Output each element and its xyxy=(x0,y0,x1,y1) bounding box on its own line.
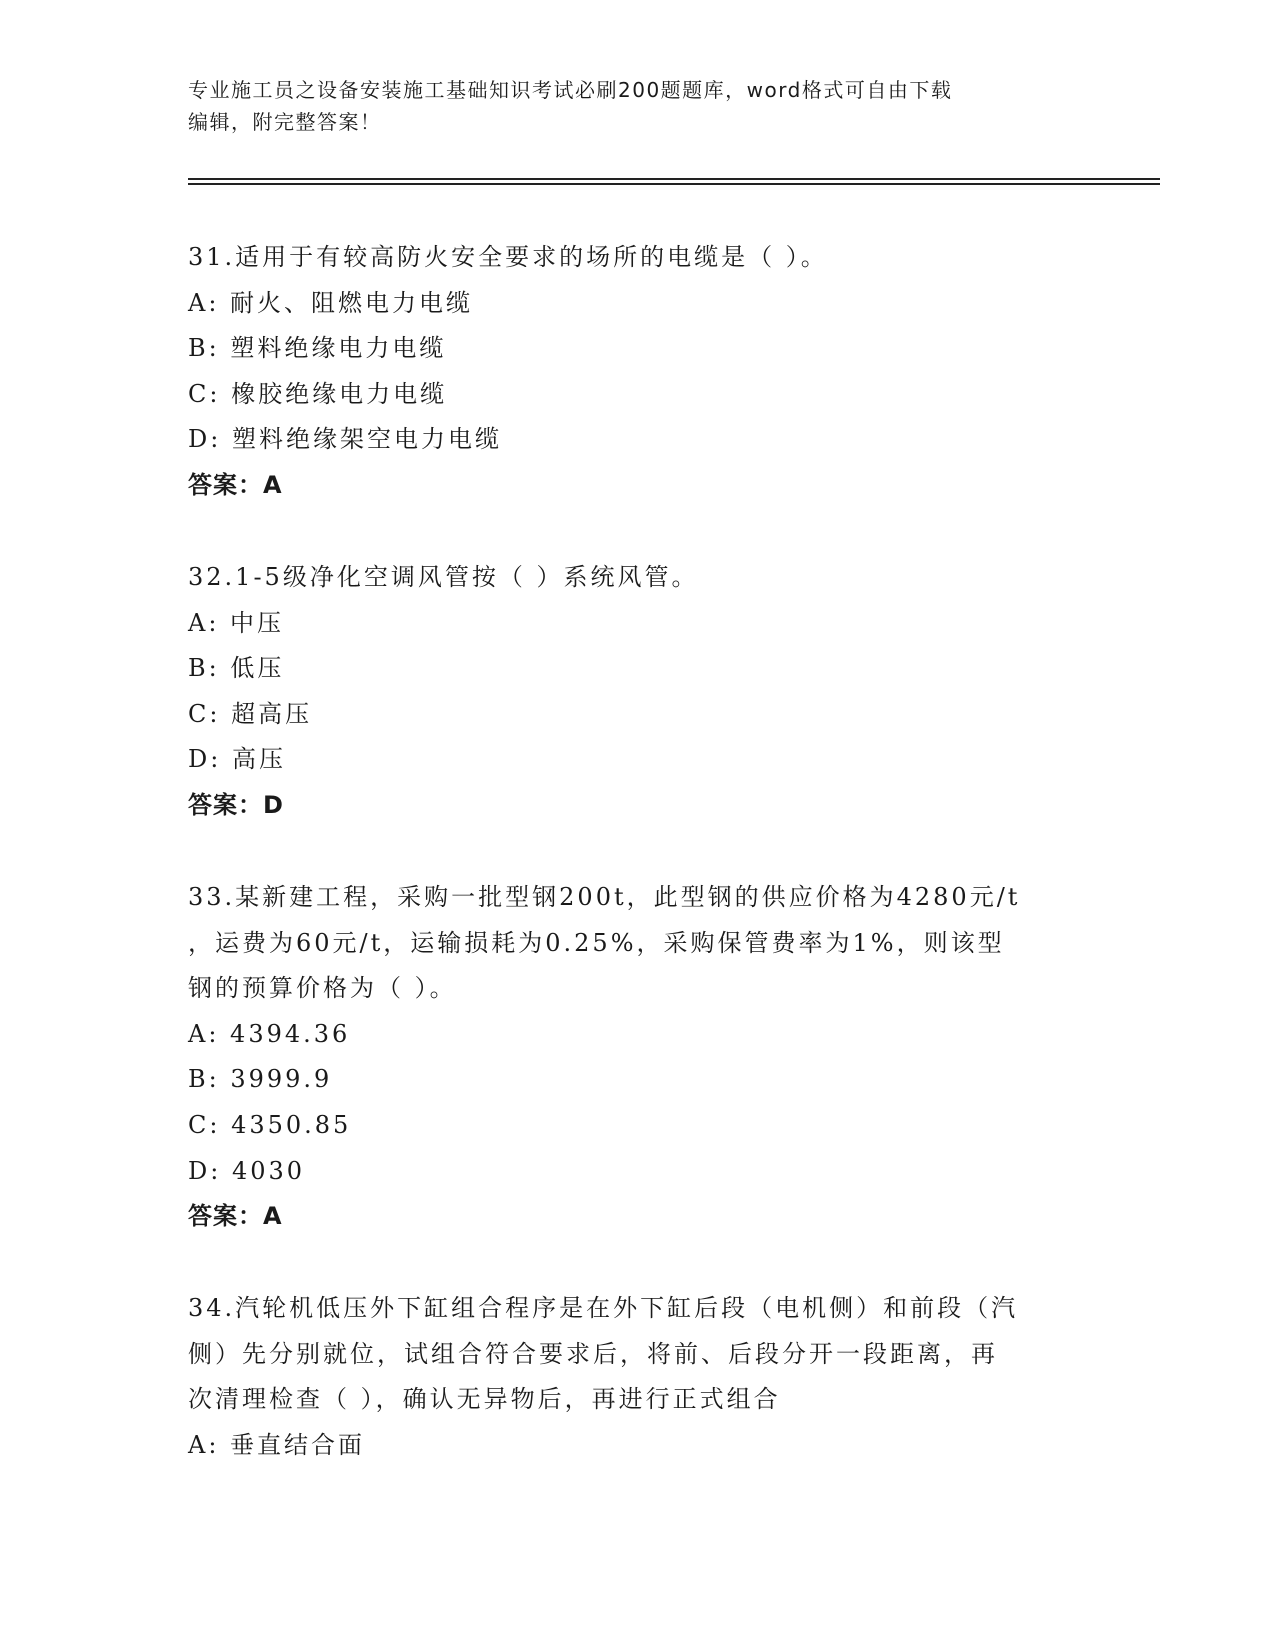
answer: 答案：D xyxy=(188,790,284,819)
question-stem-line-3: 钢的预算价格为（ ）。 xyxy=(188,974,457,1003)
header-divider-bottom xyxy=(188,183,1160,185)
answer: 答案：A xyxy=(188,1202,283,1231)
question-stem: 32.1-5级净化空调风管按（ ）系统风管。 xyxy=(188,563,699,591)
option-b: B: 塑料绝缘电力电缆 xyxy=(188,334,447,363)
document-header xyxy=(188,74,1088,138)
question-stem: 31.适用于有较高防火安全要求的场所的电缆是（ ）。 xyxy=(188,243,828,271)
option-d: D: 4030 xyxy=(188,1156,306,1185)
option-d: D: 塑料绝缘架空电力电缆 xyxy=(188,425,502,454)
option-a: A: 中压 xyxy=(188,608,285,637)
option-a: A: 4394.36 xyxy=(188,1019,351,1048)
option-d: D: 高压 xyxy=(188,745,286,774)
question-31 xyxy=(188,235,1088,509)
option-c: C: 4350.85 xyxy=(188,1110,352,1139)
option-b: B: 3999.9 xyxy=(188,1065,333,1094)
option-c: C: 超高压 xyxy=(188,699,313,728)
option-a: A: 耐火、阻燃电力电缆 xyxy=(188,288,474,317)
question-33 xyxy=(188,875,1088,1240)
question-stem-line-2: ，运费为60元/t，运输损耗为0.25%，采购保管费率为1%，则该型 xyxy=(188,928,1005,957)
option-a: A: 垂直结合面 xyxy=(188,1430,366,1459)
header-line-1: 专业施工员之设备安装施工基础知识考试必刷200题题库，word格式可自由下载 xyxy=(188,78,953,102)
header-line-2: 编辑，附完整答案！ xyxy=(188,110,382,134)
question-stem-line-1: 34.汽轮机低压外下缸组合程序是在外下缸后段（电机侧）和前段（汽 xyxy=(188,1294,1019,1322)
question-34 xyxy=(188,1286,1088,1468)
answer: 答案：A xyxy=(188,470,283,499)
option-b: B: 低压 xyxy=(188,654,285,683)
option-c: C: 橡胶绝缘电力电缆 xyxy=(188,379,448,408)
question-32 xyxy=(188,555,1088,829)
question-stem-line-1: 33.某新建工程，采购一批型钢200t，此型钢的供应价格为4280元/t xyxy=(188,883,1021,911)
header-divider-top xyxy=(188,178,1160,180)
question-stem-line-2: 侧）先分别就位，试组合符合要求后，将前、后段分开一段距离，再 xyxy=(188,1339,998,1368)
question-stem-line-3: 次清理检查（ ），确认无异物后，再进行正式组合 xyxy=(188,1385,781,1414)
